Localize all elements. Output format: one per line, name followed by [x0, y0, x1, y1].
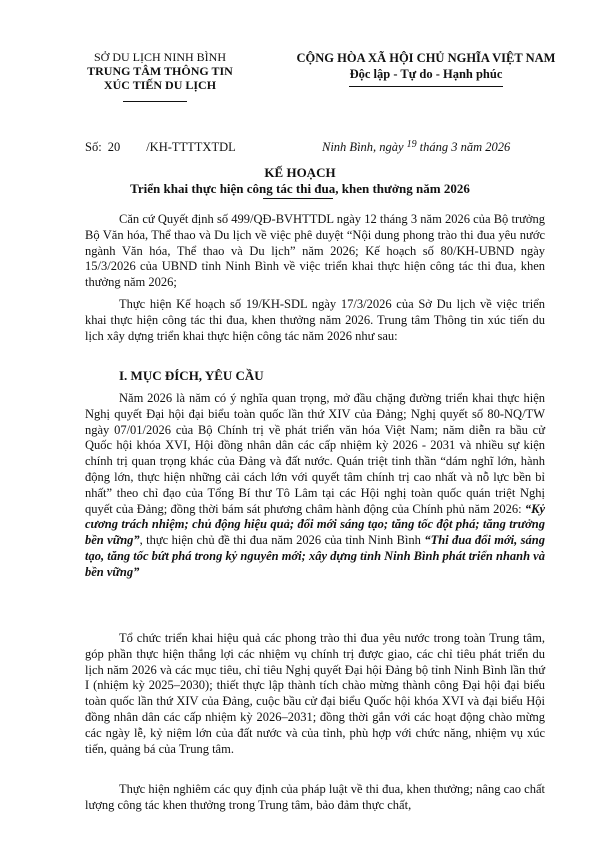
agency-underline — [123, 101, 187, 102]
agency-name-line2: XÚC TIẾN DU LỊCH — [103, 78, 217, 92]
section-heading-purpose: I. MỤC ĐÍCH, YÊU CẦU — [119, 368, 264, 383]
date-prefix: Ninh Bình, ngày — [322, 140, 404, 154]
agency-name-line1: TRUNG TÂM THÔNG TIN — [87, 64, 233, 78]
agency-block — [60, 50, 260, 92]
doc-no-label: Số: — [85, 140, 102, 154]
doc-no-value: 20 — [107, 140, 121, 154]
government-motto: “Kỷ cương trách nhiệm; chủ động hiệu quả; đổi mới sáng tạo; tăng tốc đột phá; tăng trưởng bền vững” — [85, 501, 545, 548]
date-suffix: tháng 3 năm 2026 — [419, 140, 511, 154]
document-title: KẾ HOẠCH — [264, 165, 336, 180]
date-day: 19 — [406, 139, 417, 150]
paragraph-legal-basis: Căn cứ Quyết định số 499/QĐ-BVHTTDL ngày 12 tháng 3 năm 2026 của Bộ trưởng Bộ Văn hóa, Thể thao và Du lịch về việc phê duyệt “Nội dung phong trào thi đua yêu nước ngành Văn hóa, Thể thao và Du lịch” năm 2026; Kế hoạch số 80/KH-UBND ngày 15/3/2026 của UBND tỉnh Ninh Bình về việc triển khai thực hiện công tác thi đua, khen thưởng năm 2026; — [85, 212, 545, 290]
context-text-a: Năm 2026 là năm có ý nghĩa quan trọng, mở đầu chặng đường triển khai thực hiện Nghị quyết Đại hội đại biểu toàn quốc lần thứ XIV của Đảng; Nghị quyết số 80-NQ/TW ngày 07/01/2026 của Bộ Chính trị về phát triển văn hóa Việt Nam; năm diễn ra bầu cử Quốc hội khóa XVI, Hội đồng nhân dân các cấp nhiệm kỳ 2026 - 2031 và nhiều sự kiện chính trị quan trọng khác của Đảng và đất nước. Quán triệt tinh thần “dám nghĩ lớn, hành động lớn, thực hiện những cải cách lớn với quyết tâm chính trị cao nhất và nỗ lực bền bỉ nhất” theo chỉ đạo của Tổng Bí thư Tô Lâm tại các Hội nghị toàn quốc quán triệt Nghị quyết của Đảng; đồng thời bám sát phương châm hành động của Chính phủ năm 2026: — [85, 391, 545, 516]
document-number — [85, 140, 236, 155]
paragraph-requirements: Thực hiện nghiêm các quy định của pháp luật về thi đua, khen thưởng; nâng cao chất lượng công tác khen thưởng trong Trung tâm, bảo đảm thực chất, — [85, 782, 545, 812]
title-underline — [263, 198, 333, 199]
context-text-c: , thực hiện chủ đề thi đua năm 2026 của tỉnh Ninh Bình — [139, 533, 425, 548]
country-name: CỘNG HÒA XÃ HỘI CHỦ NGHĨA VIỆT NAM — [296, 51, 556, 65]
date-line — [322, 140, 510, 155]
document-subtitle: Triển khai thực hiện công tác thi đua, khen thưởng năm 2026 — [130, 181, 470, 196]
motto: Độc lập - Tự do - Hạnh phúc — [349, 67, 503, 81]
paragraph-implementation: Thực hiện Kế hoạch số 19/KH-SDL ngày 17/3/2026 của Sở Du lịch về việc triển khai thực hiện công tác thi đua, khen thưởng năm 2026. Trung tâm Thông tin xúc tiến du lịch xây dựng triển khai thực hiện công tác năm 2026 như sau: — [85, 297, 545, 343]
doc-no-suffix: /KH-TTTTXTDL — [146, 140, 236, 154]
motto-underline — [349, 86, 503, 87]
agency-parent: SỞ DU LỊCH NINH BÌNH — [94, 50, 226, 64]
paragraph-context — [85, 391, 545, 581]
paragraph-objectives: Tổ chức triển khai hiệu quả các phong trào thi đua yêu nước trong toàn Trung tâm, góp phần thực hiện thắng lợi các nhiệm vụ chính trị được giao, các chỉ tiêu phát triển du lịch năm 2026 và các mục tiêu, chỉ tiêu Nghị quyết Đại hội Đảng bộ tỉnh Ninh Bình lần thứ I (nhiệm kỳ 2025–2030); thiết thực lập thành tích chào mừng thành công Đại hội đại biểu toàn quốc lần thứ XIV của Đảng, cuộc bầu cử đại biểu Quốc hội khóa XVI và đại biểu Hội đồng nhân dân các cấp nhiệm kỳ 2026–2031; đồng thời gắn với các hoạt động chào mừng các ngày lễ, kỷ niệm lớn của đất nước và của tỉnh, phù hợp với chức năng, nhiệm vụ xúc tiến, quảng bá của Trung tâm. — [85, 631, 545, 756]
province-theme: “Thi đua đổi mới, sáng tạo, tăng tốc bứt phá trong kỷ nguyên mới; xây dựng tỉnh Ninh Bình phát triển nhanh và bền vững” — [85, 533, 546, 579]
motto-block — [276, 50, 576, 82]
